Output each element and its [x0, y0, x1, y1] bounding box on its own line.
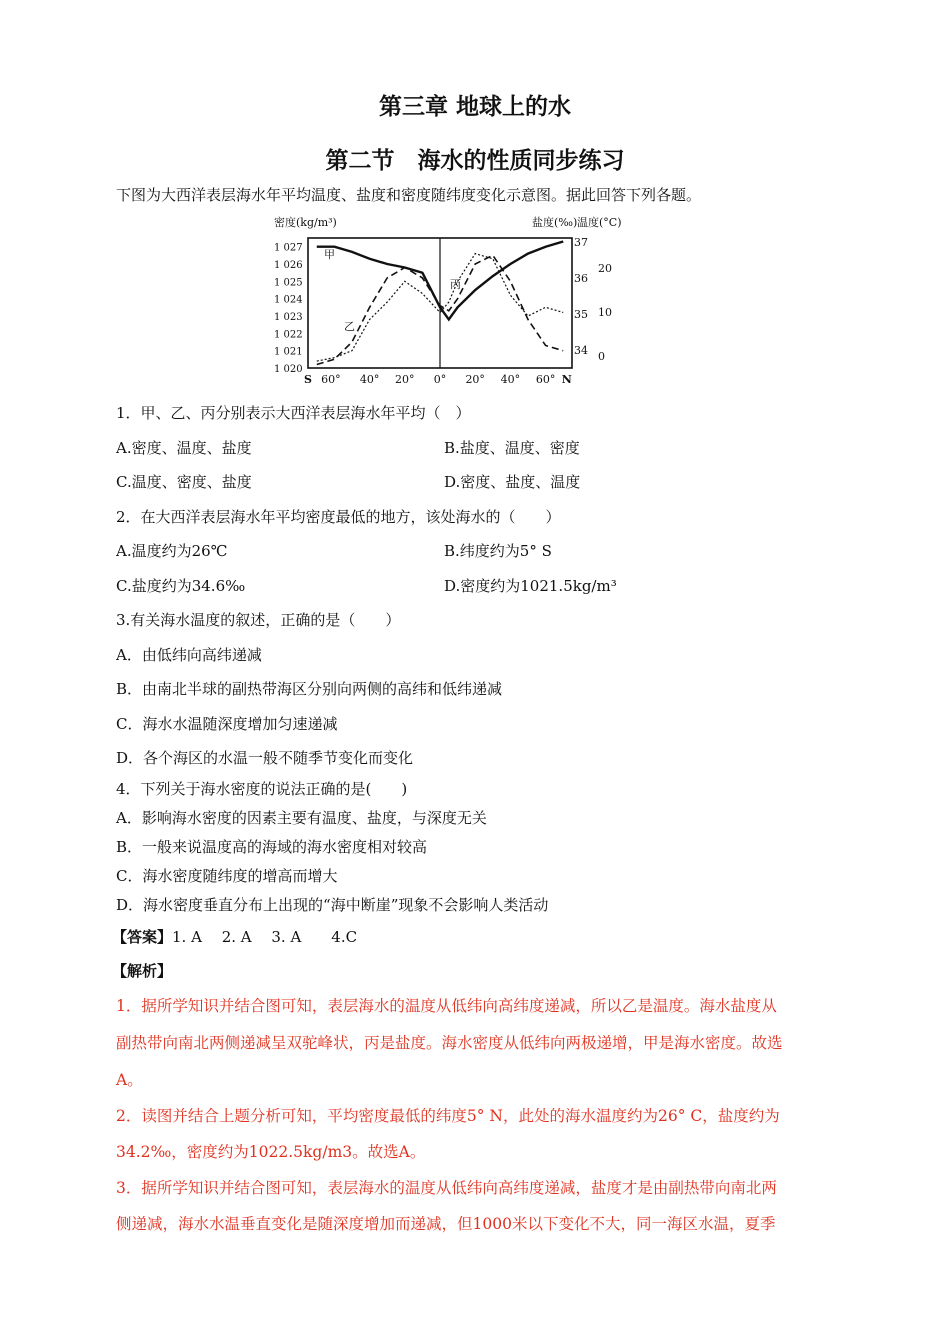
question-4-option-a[interactable]: A．影响海水密度的因素主要有温度、盐度，与深度无关 — [116, 809, 487, 827]
x-tick-label: S — [304, 373, 312, 386]
intro-text: 下图为大西洋表层海水年平均温度、盐度和密度随纬度变化示意图。据此回答下列各题。 — [116, 186, 702, 204]
analysis-line-4: 2．读图并结合上题分析可知，平均密度最低的纬度5° N，此处的海水温度约为26° C，盐度约为 — [116, 1107, 780, 1125]
answer-label: 【答案】 — [112, 928, 173, 946]
question-2-stem: 2．在大西洋表层海水年平均密度最低的地方，该处海水的（ ） — [116, 508, 561, 526]
question-1-option-c[interactable]: C.温度、密度、盐度 — [116, 473, 252, 491]
x-tick-label: 40° — [500, 373, 521, 386]
question-3-option-c[interactable]: C．海水水温随深度增加匀速递减 — [116, 715, 338, 733]
series-label: 甲 — [324, 248, 335, 261]
salinity-tick-label: 37 — [574, 236, 588, 249]
x-tick-label: 20° — [395, 373, 415, 386]
temp-tick-label: 10 — [598, 306, 612, 319]
question-3-stem: 3.有关海水温度的叙述，正确的是（ ） — [116, 611, 401, 629]
temp-tick-label: 0 — [598, 350, 605, 363]
question-1-stem: 1．甲、乙、丙分别表示大西洋表层海水年平均（ ） — [116, 404, 471, 422]
x-tick-label: N — [561, 373, 572, 386]
analysis-label: 【解析】 — [112, 962, 173, 980]
question-4-option-b[interactable]: B．一般来说温度高的海域的海水密度相对较高 — [116, 838, 428, 856]
question-3-option-d[interactable]: D．各个海区的水温一般不随季节变化而变化 — [116, 749, 414, 767]
question-2-option-b[interactable]: B.纬度约为5° S — [444, 542, 552, 560]
series-label: 丙 — [450, 278, 461, 291]
salinity-tick-label: 34 — [574, 344, 588, 357]
x-tick-label: 40° — [359, 373, 380, 386]
density-tick-label: 1 020 — [274, 364, 303, 375]
section-title: 第二节 海水的性质同步练习 — [325, 147, 625, 174]
x-tick-label: 0° — [433, 373, 447, 386]
question-4-option-d[interactable]: D．海水密度垂直分布上出现的“海中断崖”现象不会影响人类活动 — [116, 896, 549, 914]
x-tick-label: 20° — [465, 373, 485, 386]
density-tick-label: 1 021 — [274, 346, 303, 358]
question-3-option-b[interactable]: B．由南北半球的副热带海区分别向两侧的高纬和低纬递减 — [116, 680, 503, 698]
analysis-line-1: 1．据所学知识并结合图可知，表层海水的温度从低纬向高纬度递减，所以乙是温度。海水盐度从 — [116, 997, 777, 1015]
question-1-option-a[interactable]: A.密度、温度、盐度 — [116, 439, 252, 457]
temp-tick-label: 20 — [598, 262, 612, 275]
series-label: 乙 — [344, 320, 355, 333]
atlantic-chart — [272, 210, 634, 388]
question-3-option-a[interactable]: A．由低纬向高纬递减 — [116, 646, 262, 664]
question-2-option-c[interactable]: C.盐度约为34.6‰ — [116, 577, 246, 595]
density-tick-label: 1 026 — [274, 260, 303, 271]
analysis-line-3: A。 — [116, 1071, 143, 1089]
analysis-line-7: 侧递减，海水水温垂直变化是随深度增加而递减，但1000米以下变化不大，同一海区水温，夏季 — [116, 1215, 776, 1233]
density-tick-label: 1 024 — [274, 294, 303, 306]
chapter-title: 第三章 地球上的水 — [378, 93, 571, 120]
question-2-option-a[interactable]: A.温度约为26℃ — [116, 542, 228, 560]
salinity-axis-title: 盐度(‰) — [532, 216, 578, 229]
salinity-tick-label: 36 — [574, 272, 588, 285]
question-2-option-d[interactable]: D.密度约为1021.5kg/m³ — [444, 577, 617, 595]
analysis-line-2: 副热带向南北两侧递减呈双驼峰状，丙是盐度。海水密度从低纬向两极递增，甲是海水密度。故选 — [116, 1034, 783, 1052]
question-1-option-b[interactable]: B.盐度、温度、密度 — [444, 439, 580, 457]
question-1-option-d[interactable]: D.密度、盐度、温度 — [444, 473, 581, 491]
analysis-line-6: 3．据所学知识并结合图可知，表层海水的温度从低纬向高纬度递减，盐度才是由副热带向南北两 — [116, 1179, 777, 1197]
density-tick-label: 1 022 — [274, 329, 303, 341]
temp-axis-title: 温度(°C) — [577, 216, 622, 229]
density-axis-title: 密度(kg/m³) — [274, 216, 337, 229]
question-4-stem: 4．下列关于海水密度的说法正确的是( ) — [116, 780, 408, 798]
density-tick-label: 1 023 — [274, 312, 303, 323]
density-tick-label: 1 025 — [274, 277, 303, 289]
answer-text: 1. A 2. A 3. A 4.C — [172, 928, 358, 946]
x-tick-label: 60° — [321, 373, 341, 386]
x-tick-label: 60° — [535, 373, 556, 386]
analysis-line-5: 34.2‰，密度约为1022.5kg/m3。故选A。 — [116, 1143, 426, 1161]
salinity-tick-label: 35 — [574, 308, 588, 321]
density-tick-label: 1 027 — [274, 242, 303, 254]
answer-line — [112, 926, 357, 947]
question-4-option-c[interactable]: C．海水密度随纬度的增高而增大 — [116, 867, 338, 885]
